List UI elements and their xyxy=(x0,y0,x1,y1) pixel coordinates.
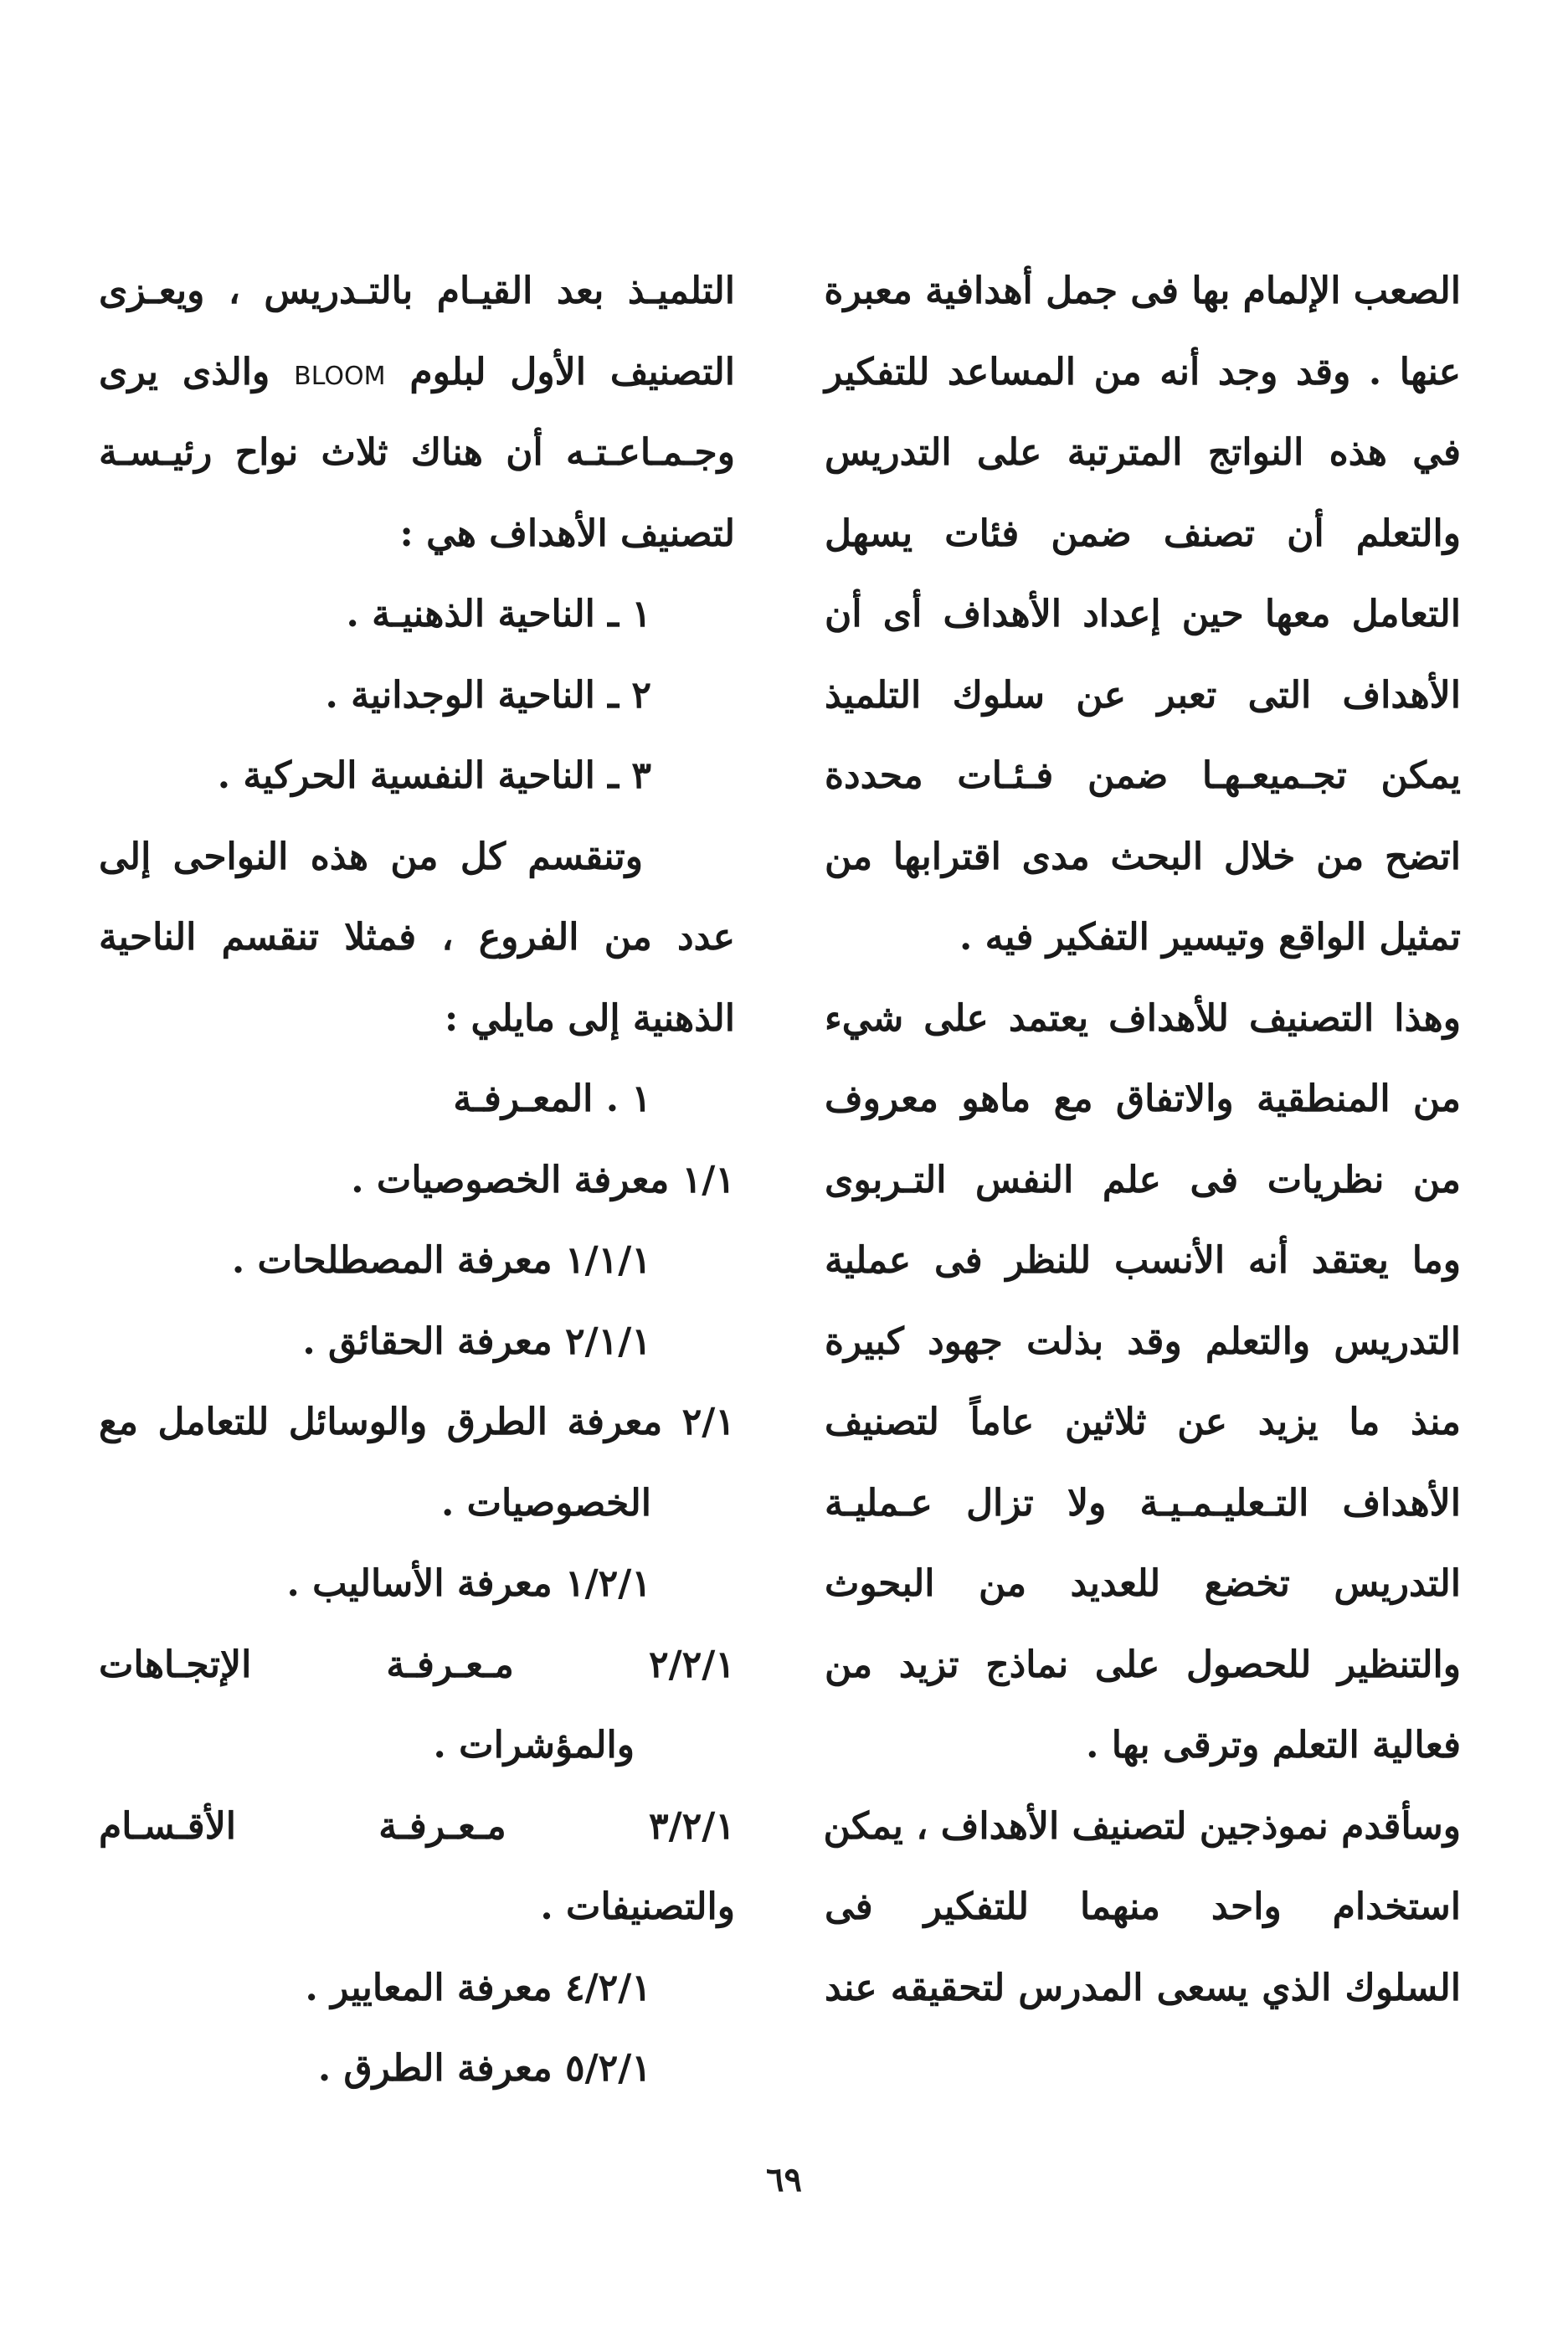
text-line: وسأقدم نموذجين لتصنيف الأهداف ، يمكن xyxy=(823,1804,1461,1848)
text-line xyxy=(99,332,735,414)
text-line: من نظريات فى علم النفس التـربوى xyxy=(825,1158,1461,1201)
list-item: ١/١ معرفة الخصوصيات . xyxy=(351,1158,735,1201)
list-item: ٢/١ معرفة الطرق والوسائل للتعامل مع xyxy=(99,1401,735,1443)
text-line: من المنطقية والاتفاق مع ماهو معروف xyxy=(825,1078,1461,1120)
text-line: عنها . وقد وجد أنه من المساعد للتفكير xyxy=(825,350,1461,393)
list-item: ٢/٢/١ مـعـرفـة الإتجـاهات xyxy=(99,1643,735,1686)
text-line: الصعب الإلمام بها فى جمل أهدافية معبرة xyxy=(824,270,1461,312)
text-fragment: والذى يرى xyxy=(99,350,270,393)
list-item: ٣/٢/١ مـعـرفـة الأقـسـام xyxy=(99,1804,735,1848)
text-line: التلميـذ بعد القيـام بالتـدريس ، ويعـزى xyxy=(99,270,735,312)
list-item: ١ . المعـرفـة xyxy=(453,1078,651,1120)
domain-item: ١ ـ الناحية الذهنيـة . xyxy=(346,593,651,635)
text-line: تمثيل الواقع وتيسير التفكير فيه . xyxy=(959,916,1461,959)
right-text-column xyxy=(825,251,1461,2029)
text-line: استخدام واحد منهما للتفكير فى xyxy=(825,1885,1461,1928)
list-item: الخصوصيات . xyxy=(440,1481,651,1525)
list-item: ١/٢/١ معرفة الأساليب . xyxy=(286,1562,651,1605)
list-item: والمؤشرات . xyxy=(433,1724,635,1767)
text-line: اتضح من خلال البحث مدى اقترابها من xyxy=(825,835,1461,878)
text-fragment: التصنيف الأول لبلوم xyxy=(409,350,735,393)
text-line: التعامل معها حين إعداد الأهداف أى أن xyxy=(825,593,1461,635)
text-line: والتعلم أن تصنف ضمن فئات يسهل xyxy=(825,512,1461,555)
left-text-column xyxy=(99,251,735,2110)
text-line: الأهداف التـعليـمـيـة ولا تزال عـمليـة xyxy=(825,1481,1461,1525)
list-item: ٥/٢/١ معرفة الطرق . xyxy=(317,2047,651,2090)
list-item: ١/١/١ معرفة المصطلحات . xyxy=(231,1239,651,1282)
latin-term: BLOOM xyxy=(294,361,386,391)
text-line: في هذه النواتج المترتبة على التدريس xyxy=(825,431,1461,474)
domain-item: ٣ ـ الناحية النفسية الحركية . xyxy=(217,754,651,797)
text-line: وتنقسم كل من هذه النواحى إلى xyxy=(99,835,643,878)
text-line: الذهنية إلى مايلي : xyxy=(444,996,735,1040)
text-line: التدريس تخضع للعديد من البحوث xyxy=(825,1562,1461,1605)
list-item: ٤/٢/١ معرفة المعايير . xyxy=(305,1966,651,2009)
page-number: ٦٩ xyxy=(766,2160,802,2199)
text-line: فعالية التعلم وترقى بها . xyxy=(1086,1724,1461,1767)
text-line: لتصنيف الأهداف هي : xyxy=(399,512,735,555)
text-line: يمكن تجـميعـهـا ضمن فـئـات محددة xyxy=(825,754,1461,797)
text-line: منذ ما يزيد عن ثلاثين عاماً لتصنيف xyxy=(825,1401,1461,1443)
text-line: الأهداف التى تعبر عن سلوك التلميذ xyxy=(825,673,1461,717)
text-line: عدد من الفروع ، فمثلا تنقسم الناحية xyxy=(99,916,735,959)
text-line: وجـمـاعـتـه أن هناك ثلاث نواح رئيـسـة xyxy=(99,431,735,474)
list-item: والتصنيفات . xyxy=(540,1885,735,1928)
text-line: والتنظير للحصول على نماذج تزيد من xyxy=(825,1643,1461,1686)
text-line: التدريس والتعلم وقد بذلت جهود كبيرة xyxy=(825,1319,1461,1363)
text-line: وهذا التصنيف للأهداف يعتمد على شيء xyxy=(825,996,1461,1040)
domain-item: ٢ ـ الناحية الوجدانية . xyxy=(325,673,651,717)
text-line: السلوك الذي يسعى المدرس لتحقيقه عند xyxy=(825,1966,1461,2009)
text-line: وما يعتقد أنه الأنسب للنظر فى عملية xyxy=(825,1239,1461,1282)
list-item: ٢/١/١ معرفة الحقائق . xyxy=(302,1319,651,1363)
